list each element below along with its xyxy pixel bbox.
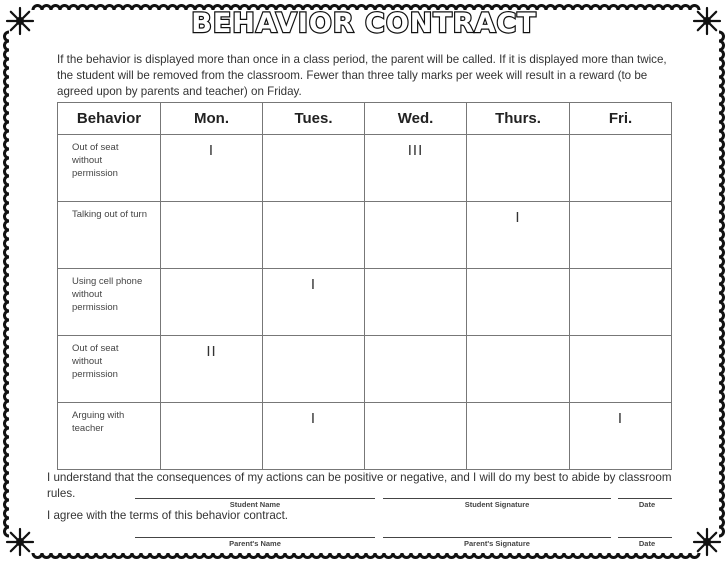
behavior-table [57,102,672,470]
tally-cell[interactable] [365,135,467,202]
tally-cell[interactable] [161,135,263,202]
parent-name-line[interactable] [135,537,375,538]
table-row [58,403,672,470]
tally-mark [263,135,364,142]
tally-cell[interactable] [263,403,365,470]
parent-date-label: Date [638,539,656,548]
tally-cell[interactable] [467,336,570,403]
tally-cell[interactable] [467,403,570,470]
tally-mark [570,336,671,343]
student-name-label: Student Name [229,500,281,509]
consequences-statement: I understand that the consequences of my actions can be positive or negative, and I will do my best to abide by classroom rules. [47,471,672,500]
tally-mark [365,269,466,276]
tally-cell[interactable] [467,202,570,269]
tally-mark [263,336,364,343]
header-behavior: Behavior [58,103,161,135]
tally-cell[interactable] [263,336,365,403]
page-title: BEHAVIOR CONTRACT [191,8,537,39]
header-wed: Wed. [365,103,467,135]
tally-cell[interactable] [570,403,672,470]
tally-mark: I [208,142,215,159]
tally-mark: I [617,410,624,427]
tally-cell[interactable] [161,269,263,336]
tally-mark [570,135,671,142]
behavior-label: Talking out of turn [72,209,147,220]
tally-mark [365,403,466,410]
tally-mark [570,269,671,276]
tally-mark: I [310,276,317,293]
tally-cell[interactable] [161,403,263,470]
tally-cell[interactable] [365,403,467,470]
parent-date-line[interactable] [618,537,672,538]
table-row [58,135,672,202]
behavior-label: Using cell phone without permission [72,276,143,313]
tally-cell[interactable] [365,202,467,269]
tally-mark [365,336,466,343]
tally-cell[interactable] [161,336,263,403]
student-date-label: Date [638,500,656,509]
tally-cell[interactable] [161,202,263,269]
tally-mark [467,269,569,276]
tally-mark [570,202,671,209]
tally-mark [263,202,364,209]
header-thurs: Thurs. [467,103,570,135]
behavior-label: Out of seat without permission [72,343,119,380]
corner-starburst-icon [7,529,33,555]
parent-name-label: Parent's Name [229,539,281,548]
behavior-cell [58,336,161,403]
tally-mark [467,336,569,343]
behavior-cell [58,269,161,336]
header-mon: Mon. [161,103,263,135]
parent-signature-line[interactable] [383,537,611,538]
tally-cell[interactable] [263,135,365,202]
tally-cell[interactable] [263,202,365,269]
tally-cell[interactable] [365,336,467,403]
tally-cell[interactable] [570,336,672,403]
behavior-cell [58,403,161,470]
tally-cell[interactable] [570,202,672,269]
tally-mark [467,403,569,410]
behavior-cell [58,135,161,202]
tally-cell[interactable] [263,269,365,336]
tally-cell[interactable] [467,135,570,202]
intro-paragraph: If the behavior is displayed more than once in a class period, the parent will be called. If it is displayed more than twice, the student will be removed from the classroom. Fewer than three tally marks per week will result in a reward (to be agreed upon by parents and teacher) on Friday. [57,53,667,98]
tally-mark: III [407,142,424,159]
student-signature-line[interactable] [383,498,611,499]
tally-cell[interactable] [467,269,570,336]
tally-cell[interactable] [570,269,672,336]
table-header-row [58,103,672,135]
tally-mark [161,269,262,276]
corner-starburst-icon [694,529,720,555]
header-tues: Tues. [263,103,365,135]
tally-mark [467,135,569,142]
behavior-label: Arguing with teacher [72,410,125,434]
tally-mark [365,202,466,209]
student-signature-label: Student Signature [464,500,530,509]
behavior-label: Out of seat without permission [72,142,119,179]
table-row [58,202,672,269]
student-name-line[interactable] [135,498,375,499]
agreement-statement: I agree with the terms of this behavior contract. [47,509,289,522]
tally-mark [161,403,262,410]
tally-mark [161,202,262,209]
table-row [58,336,672,403]
behavior-cell [58,202,161,269]
table-row [58,269,672,336]
tally-mark: I [515,209,521,226]
tally-cell[interactable] [365,269,467,336]
tally-mark: II [206,343,217,360]
tally-cell[interactable] [570,135,672,202]
tally-mark: I [310,410,317,427]
parent-signature-label: Parent's Signature [464,539,530,548]
student-date-line[interactable] [618,498,672,499]
header-fri: Fri. [570,103,672,135]
